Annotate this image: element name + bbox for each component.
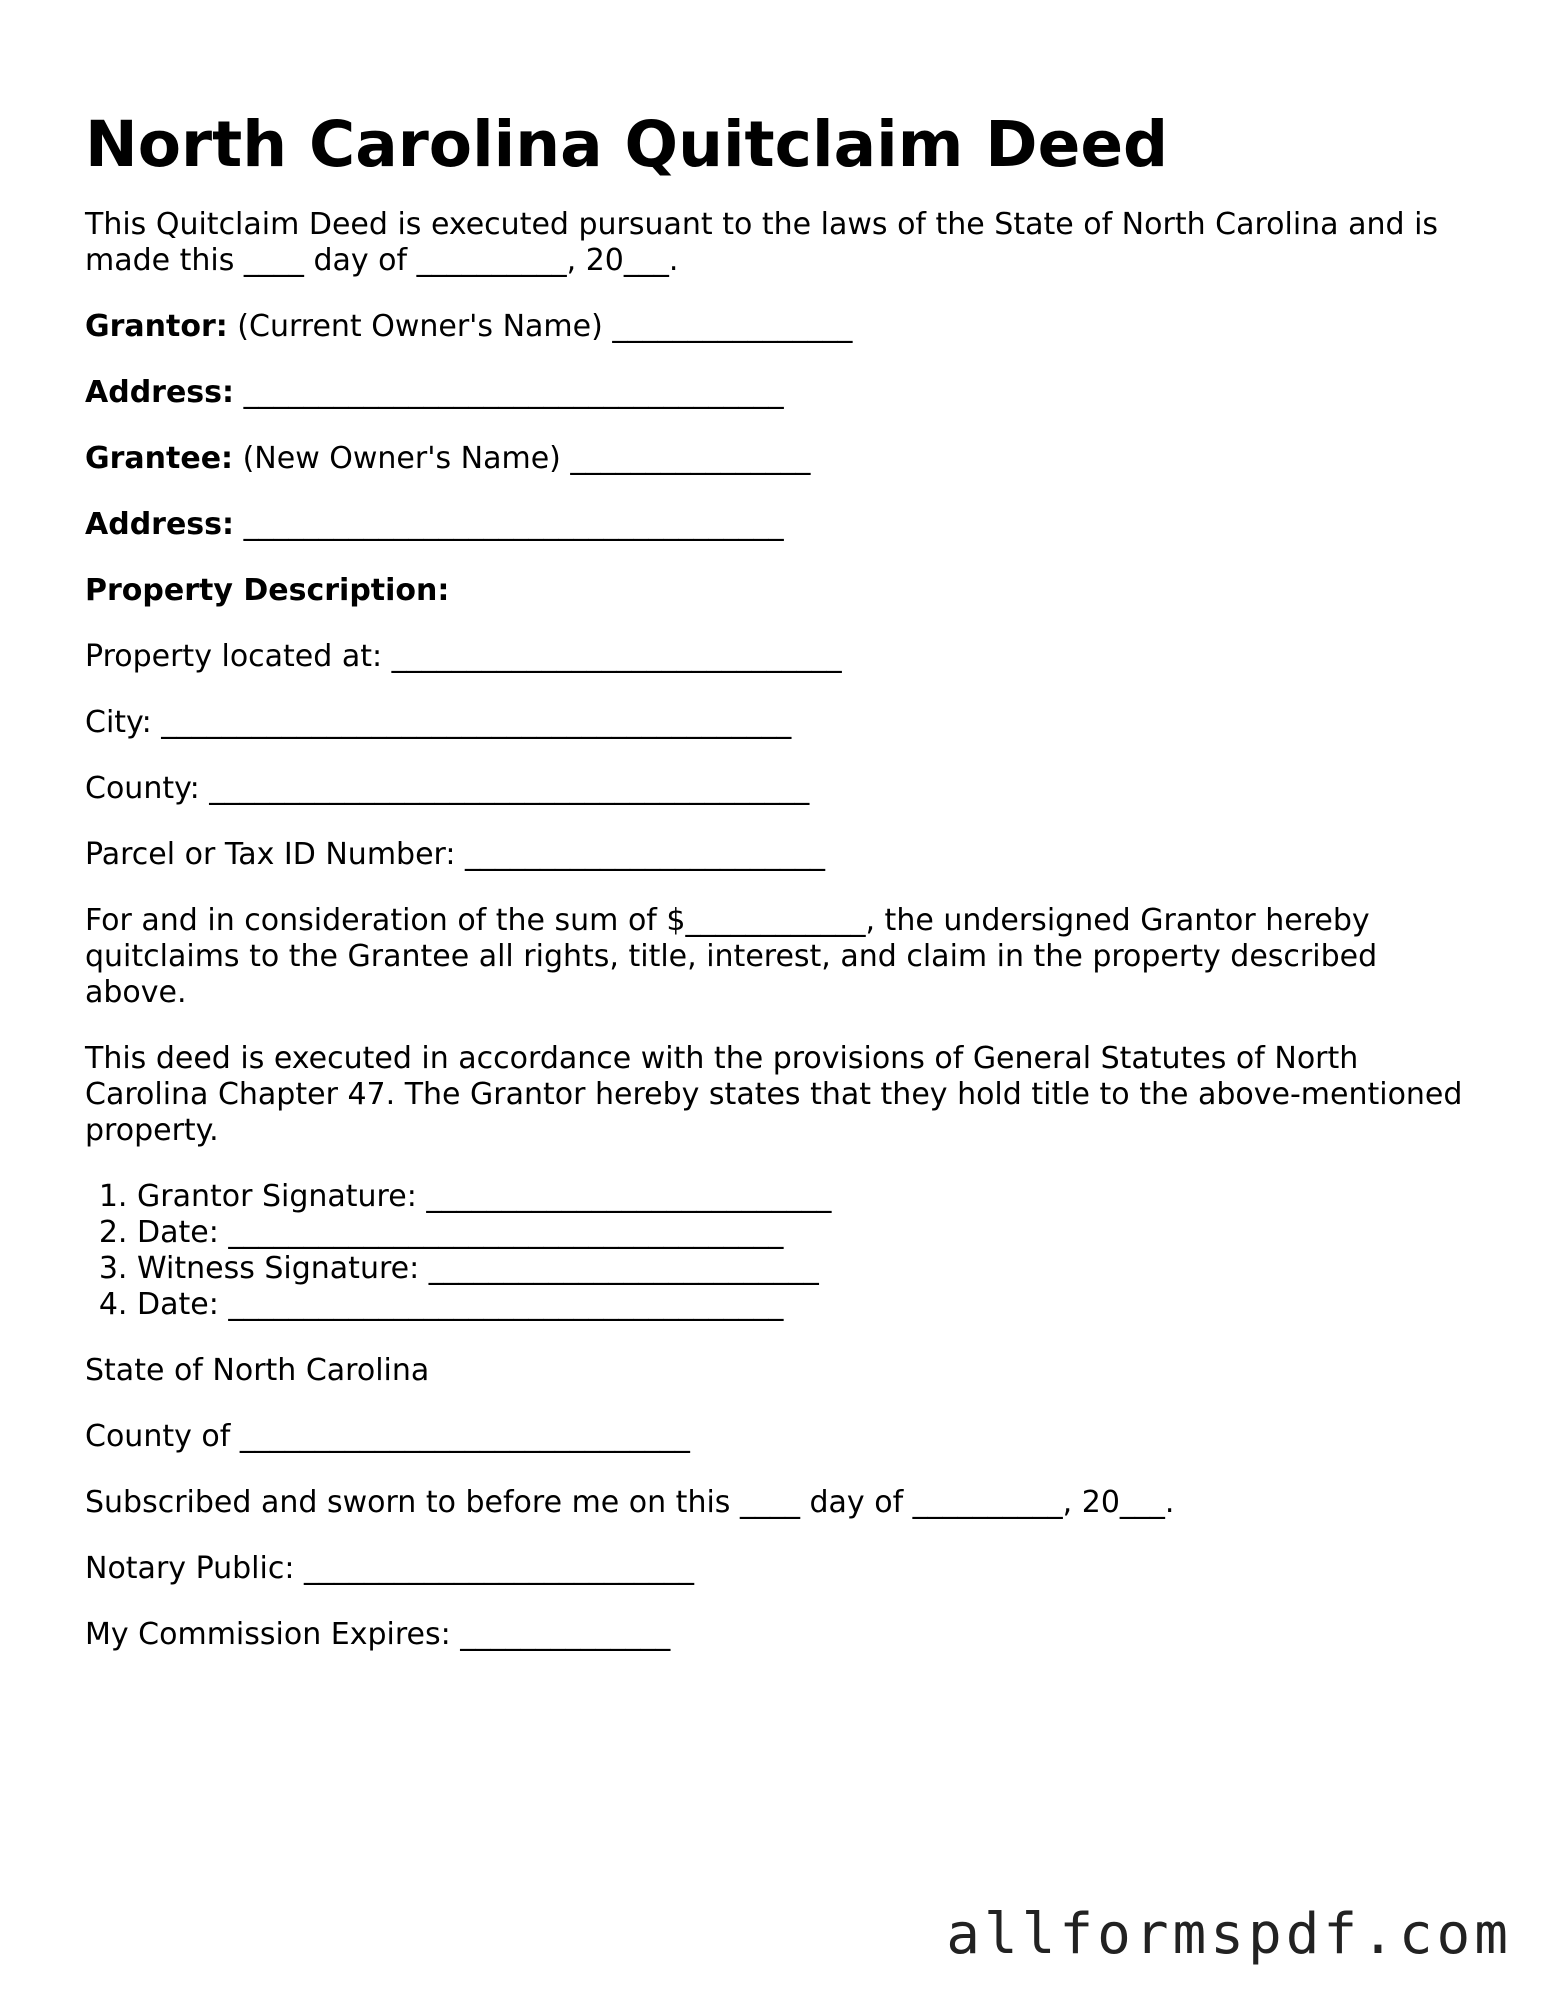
grantor-signature-line: 1. Grantor Signature: ___________________________: [137, 1179, 1475, 1215]
intro-paragraph: This Quitclaim Deed is executed pursuant to the laws of the State of North Carolina and is made this ____ day of __________, 20___.: [85, 207, 1439, 278]
notary-public-line: Notary Public: __________________________: [85, 1551, 694, 1586]
signature-list: [85, 1179, 1475, 1323]
grantor-label: Grantor:: [85, 309, 228, 344]
notary-county-line: County of ______________________________: [85, 1419, 690, 1454]
grantor-address-label: Address:: [85, 375, 235, 410]
notary-state-line: State of North Carolina: [85, 1353, 430, 1388]
watermark: allformspdf.com: [946, 1902, 1512, 1967]
property-located-line: Property located at: ______________________________: [85, 639, 842, 674]
grantee-address-line: [85, 507, 1475, 543]
grantee-field: (New Owner's Name) ________________: [233, 441, 811, 476]
consideration-paragraph: For and in consideration of the sum of $____________, the undersigned Grantor hereby quitclaims to the Grantee all rights, title, interest, and claim in the property described above.: [85, 903, 1378, 1010]
grantor-address-line: [85, 375, 1475, 411]
subscribed-line: Subscribed and sworn to before me on this ____ day of __________, 20___.: [85, 1485, 1175, 1520]
deed-document: [85, 105, 1475, 1683]
county-line: County: ________________________________________: [85, 771, 810, 806]
witness-signature-line: 3. Witness Signature: __________________________: [137, 1251, 1475, 1287]
statute-paragraph: This deed is executed in accordance with the provisions of General Statutes of North Carolina Chapter 47. The Grantor hereby states that they hold title to the above-mentioned property.: [85, 1041, 1463, 1148]
grantee-address-label: Address:: [85, 507, 235, 542]
grantee-address-field: ____________________________________: [234, 507, 784, 542]
grantor-field: (Current Owner's Name) ________________: [227, 309, 853, 344]
city-line: City: __________________________________________: [85, 705, 792, 740]
property-description-heading: Property Description:: [85, 573, 450, 608]
document-title: North Carolina Quitclaim Deed: [85, 108, 1169, 181]
commission-expires-line: My Commission Expires: ______________: [85, 1617, 671, 1652]
witness-date-line: 4. Date: _____________________________________: [137, 1287, 1475, 1323]
parcel-line: Parcel or Tax ID Number: ________________________: [85, 837, 825, 872]
grantee-line: [85, 441, 1475, 477]
grantee-label: Grantee:: [85, 441, 234, 476]
grantor-address-field: ____________________________________: [234, 375, 784, 410]
grantor-line: [85, 309, 1475, 345]
grantor-date-line: 2. Date: _____________________________________: [137, 1215, 1475, 1251]
